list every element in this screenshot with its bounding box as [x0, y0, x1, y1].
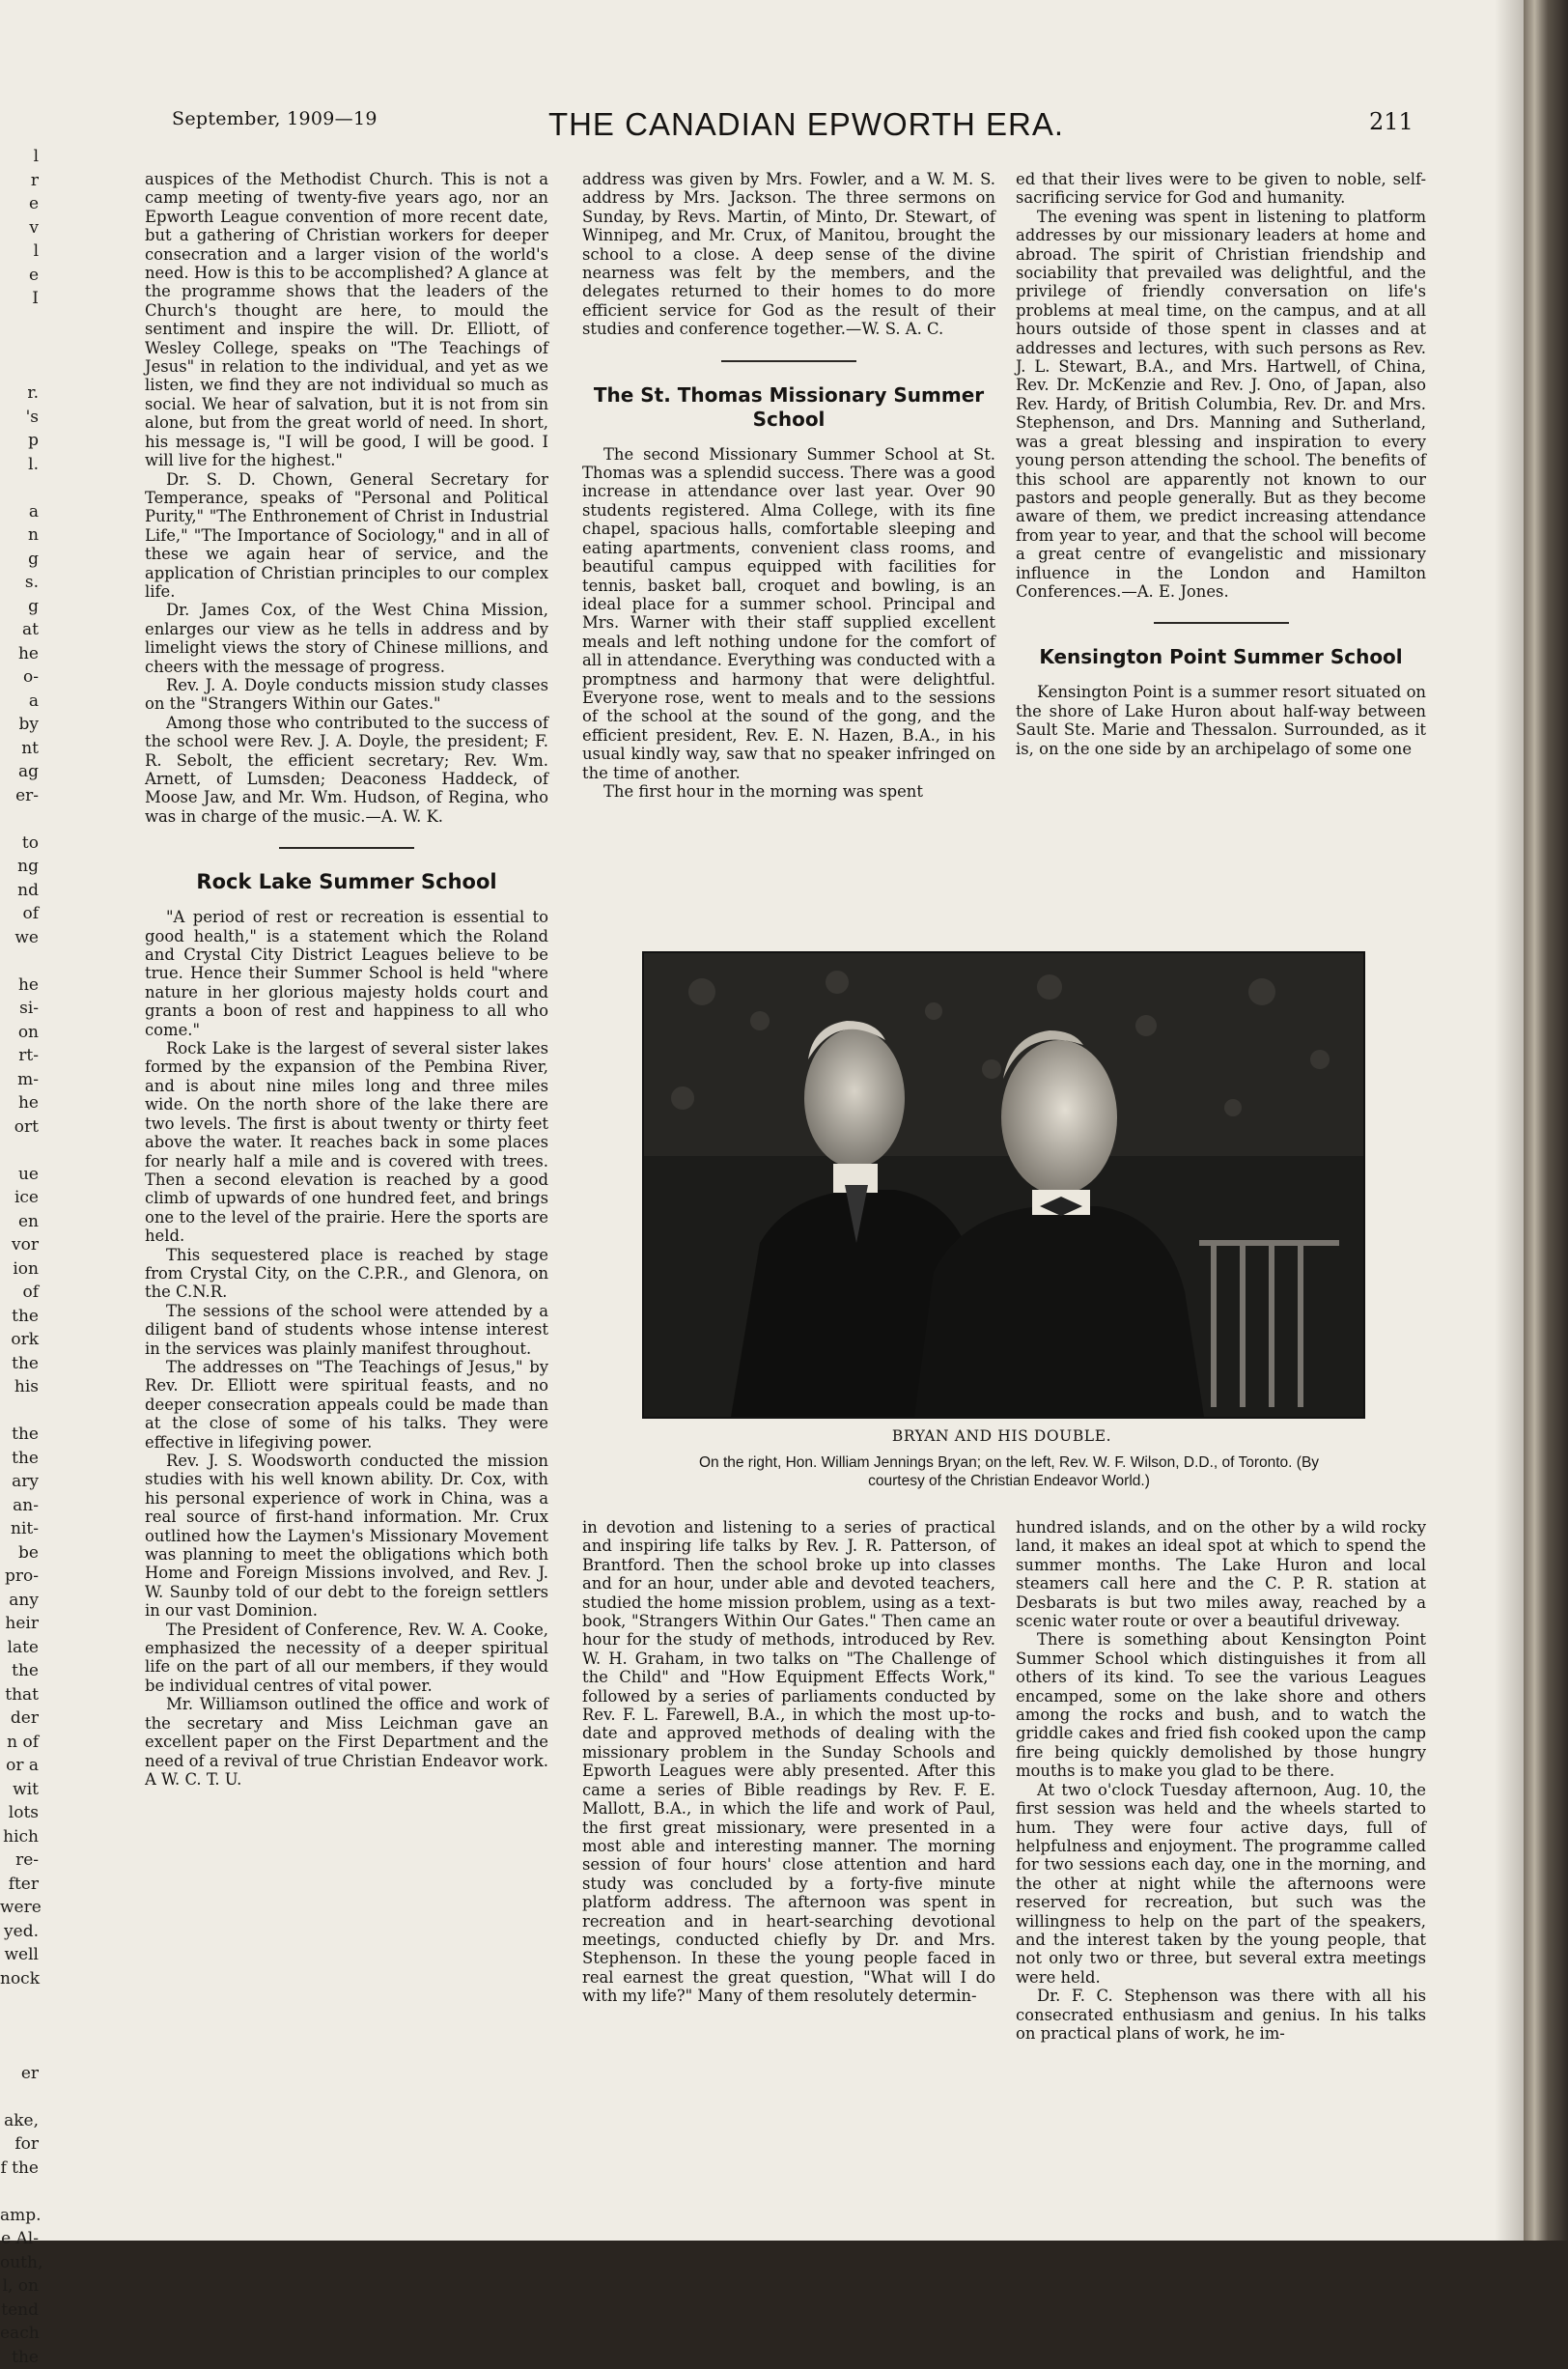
paragraph: hundred islands, and on the other by a wild rocky land, it makes an ideal spot at which to spend the summer months. The Lake Huron and local steamers call here and the C. P. R. station at Desbarats is but two miles away, reached by a scenic water route or over a beautiful driveway.: [1016, 1518, 1426, 1630]
margin-fragment: of: [0, 902, 39, 926]
margin-fragment: ort: [0, 1115, 39, 1140]
header-title: THE CANADIAN EPWORTH ERA.: [536, 106, 1077, 143]
margin-fragment: [0, 476, 39, 500]
margin-fragment: [0, 358, 39, 382]
margin-fragment: si-: [0, 997, 39, 1021]
margin-fragment: [0, 334, 39, 358]
margin-fragment: er-: [0, 784, 39, 808]
photo-caption: On the right, Hon. William Jennings Bryan; on the left, Rev. W. F. Wilson, D.D., of Toronto. (By courtesy of the Christian Endeavor World.): [676, 1453, 1342, 1490]
margin-fragment: vor: [0, 1233, 39, 1257]
margin-fragment: p: [0, 429, 39, 453]
left-margin-fragments: [0, 145, 39, 2369]
photo-illustration: [644, 953, 1363, 1417]
section-divider: [279, 847, 414, 849]
margin-fragment: s.: [0, 571, 39, 595]
photo-bryan-and-double: [642, 951, 1365, 1419]
margin-fragment: the: [0, 1659, 39, 1683]
column-3: [1016, 170, 1426, 758]
margin-fragment: ice: [0, 1186, 39, 1210]
margin-fragment: l, on: [0, 2274, 39, 2298]
margin-fragment: [0, 1139, 39, 1163]
paragraph: Among those who contributed to the success of the school were Rev. J. A. Doyle, the president; F. R. Sebolt, the efficient secretary; Rev. Wm. Arnett, of Lumsden; Deaconess Haddeck, of Moose Jaw, and Mr. Wm. Hudson, of Regina, who was in charge of the music.—A. W. K.: [145, 714, 548, 826]
margin-fragment: he: [0, 642, 39, 666]
margin-fragment: an-: [0, 1494, 39, 1518]
section-divider: [1154, 622, 1289, 624]
paragraph: Dr. S. D. Chown, General Secretary for Temperance, speaks of "Personal and Political Purity," "The Enthronement of Christ in Industrial Life," "The Importance of Sociology," and in all of these we again hear of service, and the application of Christian principles to our complex life.: [145, 470, 548, 602]
margin-fragment: lots: [0, 1801, 39, 1825]
margin-fragment: [0, 311, 39, 335]
margin-fragment: [0, 949, 39, 973]
margin-fragment: l.: [0, 453, 39, 477]
margin-fragment: by: [0, 713, 39, 737]
margin-fragment: amp.: [0, 2204, 39, 2228]
margin-fragment: v: [0, 216, 39, 240]
margin-fragment: I: [0, 287, 39, 311]
paragraph: Mr. Williamson outlined the office and work of the secretary and Miss Leichman gave an excellent paper on the First Department and the need of a revival of true Christian Endeavor work. A W. C. T. U.: [145, 1695, 548, 1789]
header-date: September, 1909—19: [172, 108, 378, 129]
paragraph: The President of Conference, Rev. W. A. Cooke, emphasized the necessity of a deeper spiritual life on the part of all our members, if they would be individual centres of vital power.: [145, 1621, 548, 1696]
section-heading-rock-lake: Rock Lake Summer School: [145, 870, 548, 894]
margin-fragment: on: [0, 1021, 39, 1045]
column-2: [582, 170, 995, 801]
margin-fragment: [0, 2180, 39, 2204]
margin-fragment: r: [0, 169, 39, 193]
paragraph: Rev. J. A. Doyle conducts mission study classes on the "Strangers Within our Gates.": [145, 676, 548, 714]
column-1: [145, 170, 548, 1789]
margin-fragment: his: [0, 1375, 39, 1399]
margin-fragment: g: [0, 595, 39, 619]
margin-fragment: at: [0, 618, 39, 642]
margin-fragment: any: [0, 1589, 39, 1613]
paragraph: auspices of the Methodist Church. This is not a camp meeting of twenty-five years ago, nor an Epworth League convention of more recent date, but a gathering of Christian workers for deeper consecration and a larger vision of the world's need. How is this to be accomplished? A glance at the programme shows that the leaders of the Church's thought are here, to mould the sentiment and inspire the will. Dr. Elliott, of Wesley College, speaks on "The Teachings of Jesus" in relation to the individual, and yet as we listen, we find they are not individual so much as social. We hear of salvation, but it is not from sin alone, but from the great world of need. In short, his message is, "I will be good, I will be good. I will live for the highest.": [145, 170, 548, 470]
margin-fragment: e: [0, 192, 39, 216]
book-spine: [1524, 0, 1568, 2241]
margin-fragment: late: [0, 1636, 39, 1660]
paragraph: The evening was spent in listening to platform addresses by our missionary leaders at home and abroad. The spirit of Christian friendship and sociability that prevailed was delightful, and the privilege of friendly conversation on life's problems at meal time, on the campus, and at all hours outside of those spent in classes and at addresses and lectures, with such persons as Rev. J. L. Stewart, B.A., and Mrs. Hartwell, of China, Rev. Dr. McKenzie and Rev. J. Ono, of Japan, also Rev. Hardy, of British Columbia, Rev. Dr. and Mrs. Stephenson, and Drs. Manning and Sutherland, was a great blessing and inspiration to every young person attending the school. The benefits of this school are apparently not known to our pastors and people generally. But as they become aware of them, we predict increasing attendance from year to year, and that the school will become a great centre of evangelistic and missionary influence in the London and Hamilton Conferences.—A. E. Jones.: [1016, 208, 1426, 602]
margin-fragment: fter: [0, 1873, 39, 1897]
margin-fragment: f the: [0, 2157, 39, 2181]
page-edge-shadow: [1495, 0, 1524, 2241]
section-heading-kensington: Kensington Point Summer School: [1016, 645, 1426, 669]
section-divider: [721, 360, 856, 362]
margin-fragment: that: [0, 1683, 39, 1707]
paragraph: The addresses on "The Teachings of Jesus," by Rev. Dr. Elliott were spiritual feasts, and no deeper consecration appeals could be made than at the close of some of his talks. They were effective in lifegiving power.: [145, 1358, 548, 1452]
paragraph: At two o'clock Tuesday afternoon, Aug. 10, the first session was held and the wheels started to hum. They were four active days, full of helpfulness and enjoyment. The programme called for two sessions each day, one in the morning, and the other at night while the afternoons were reserved for recreation, but such was the willingness to help on the part of the speakers, and the interest taken by the young people, that not only two or three, but several extra meetings were held.: [1016, 1781, 1426, 1987]
paragraph: The sessions of the school were attended by a diligent band of students whose intense interest in the services was plainly manifest throughout.: [145, 1302, 548, 1358]
margin-fragment: re-: [0, 1848, 39, 1873]
margin-fragment: [0, 2015, 39, 2039]
margin-fragment: to: [0, 832, 39, 856]
margin-fragment: e Al-: [0, 2227, 39, 2251]
margin-fragment: heir: [0, 1612, 39, 1636]
margin-fragment: g: [0, 548, 39, 572]
paragraph: address was given by Mrs. Fowler, and a W. M. S. address by Mrs. Jackson. The three sermons on Sunday, by Revs. Martin, of Minto, Dr. Stewart, of Winnipeg, and Mr. Crux, of Manitou, brought the school to a close. A deep sense of the divine nearness was felt by the members, and the delegates returned to their homes to do more efficient service for God as the result of their studies and conference together.—W. S. A. C.: [582, 170, 995, 339]
column-3-continued: [1016, 1518, 1426, 2043]
paragraph: Rev. J. S. Woodsworth conducted the mission studies with his well known ability. Dr. Cox, with his personal experience of work in China, was a real source of first-hand information. Mr. Crux outlined how the Laymen's Missionary Movement was planning to meet the obligations which both Home and Foreign Missions involved, and Rev. J. W. Saunby told of our debt to the foreign settlers in our vast Dominion.: [145, 1452, 548, 1621]
margin-fragment: the: [0, 1423, 39, 1447]
margin-fragment: n of: [0, 1731, 39, 1755]
margin-fragment: en: [0, 1210, 39, 1234]
margin-fragment: outh,: [0, 2251, 39, 2275]
margin-fragment: nd: [0, 879, 39, 903]
margin-fragment: a: [0, 690, 39, 714]
margin-fragment: or a: [0, 1754, 39, 1778]
section-heading-st-thomas: The St. Thomas Missionary Summer School: [582, 383, 995, 432]
margin-fragment: the: [0, 1352, 39, 1376]
margin-fragment: [0, 2038, 39, 2062]
paragraph: Dr. James Cox, of the West China Mission, enlarges our view as he tells in address and by limelight views the story of Chinese millions, and cheers with the message of progress.: [145, 601, 548, 676]
margin-fragment: n: [0, 523, 39, 548]
margin-fragment: the: [0, 2346, 39, 2369]
margin-fragment: 's: [0, 406, 39, 430]
margin-fragment: wit: [0, 1778, 39, 1802]
margin-fragment: l: [0, 145, 39, 169]
margin-fragment: we: [0, 926, 39, 950]
margin-fragment: [0, 1399, 39, 1424]
paragraph: There is something about Kensington Point Summer School which distinguishes it from all others of its kind. To see the various Leagues encamped, some on the lake shore and others among the rocks and bush, and to watch the griddle cakes and fried fish cooked upon the camp fire being quickly demolished by those hungry mouths is to make you glad to be there.: [1016, 1630, 1426, 1780]
margin-fragment: he: [0, 1091, 39, 1115]
paragraph: ed that their lives were to be given to noble, self-sacrificing service for God and humanity.: [1016, 170, 1426, 208]
paragraph: Rock Lake is the largest of several sister lakes formed by the expansion of the Pembina River, and is about nine miles long and three miles wide. On the north shore of the lake there are two levels. The first is about twenty or thirty feet above the water. It reaches back in some places for nearly half a mile and is covered with trees. Then a second elevation is reached by a good climb of upwards of one hundred feet, and brings one to the level of the prairie. Here the sports are held.: [145, 1039, 548, 1245]
margin-fragment: ake,: [0, 2109, 39, 2133]
margin-fragment: well: [0, 1943, 39, 1967]
paragraph: The first hour in the morning was spent: [582, 782, 995, 801]
paragraph: The second Missionary Summer School at St. Thomas was a splendid success. There was a good increase in attendance over last year. Over 90 students registered. Alma College, with its fine chapel, spacious halls, comfortable sleeping and eating apartments, convenient class rooms, and beautiful campus equipped with facilities for tennis, basket ball, croquet and bowling, is an ideal place for a summer school. Principal and Mrs. Warner with their staff supplied excellent meals and left nothing undone for the comfort of all in attendance. Everything was conducted with a promptness and harmony that were delightful. Everyone rose, went to meals and to the sessions of the school at the sound of the gong, and the efficient president, Rev. E. N. Hazen, B.A., in his usual kindly way, saw that no speaker infringed on the time of another.: [582, 445, 995, 782]
margin-fragment: der: [0, 1706, 39, 1731]
margin-fragment: ary: [0, 1470, 39, 1494]
margin-fragment: er: [0, 2062, 39, 2086]
paragraph: in devotion and listening to a series of practical and inspiring life talks by Rev. J. R. Patterson, of Brantford. Then the school broke up into classes and for an hour, under able and devoted teachers, studied the home mission problem, using as a text-book, "Strangers Within Our Gates." Then came an hour for the study of methods, introduced by Rev. W. H. Graham, in two talks on "The Challenge of the Child" and "How Equipment Effects Work," followed by a series of parliaments conducted by Rev. F. L. Farewell, B.A., in which the most up-to-date and approved methods of dealing with the missionary problem in the Sunday Schools and Epworth Leagues were ably presented. After this came a series of Bible readings by Rev. F. E. Mallott, B.A., in which the life and work of Paul, the first great missionary, were presented in a most able and interesting manner. The morning session of four hours' close attention and hard study was concluded by a forty-five minute platform address. The afternoon was spent in recreation and in heart-searching devotional meetings, conducted chiefly by Dr. and Mrs. Stephenson. In these the young people faced in real earnest the great question, "What will I do with my life?" Many of them resolutely determin-: [582, 1518, 995, 2006]
margin-fragment: ue: [0, 1163, 39, 1187]
margin-fragment: ork: [0, 1328, 39, 1352]
margin-fragment: yed.: [0, 1920, 39, 1944]
margin-fragment: ng: [0, 855, 39, 879]
margin-fragment: each: [0, 2322, 39, 2346]
margin-fragment: [0, 1990, 39, 2015]
margin-fragment: be: [0, 1541, 39, 1565]
margin-fragment: nit-: [0, 1517, 39, 1541]
page-number: 211: [1369, 108, 1414, 135]
margin-fragment: pro-: [0, 1565, 39, 1589]
margin-fragment: he: [0, 973, 39, 998]
margin-fragment: ag: [0, 760, 39, 784]
margin-fragment: o-: [0, 665, 39, 690]
margin-fragment: ion: [0, 1257, 39, 1282]
margin-fragment: nock: [0, 1967, 39, 1991]
paragraph: "A period of rest or recreation is essential to good health," is a statement which the Roland and Crystal City District Leagues believe to be true. Hence their Summer School is held "where nature in her glorious majesty holds court and grants a boon of rest and happiness to all who come.": [145, 908, 548, 1039]
margin-fragment: e: [0, 264, 39, 288]
margin-fragment: a: [0, 500, 39, 524]
margin-fragment: nt: [0, 737, 39, 761]
column-2-continued: [582, 1518, 995, 2006]
margin-fragment: r.: [0, 381, 39, 406]
margin-fragment: the: [0, 1305, 39, 1329]
paragraph: This sequestered place is reached by stage from Crystal City, on the C.P.R., and Glenora, on the C.N.R.: [145, 1246, 548, 1302]
margin-fragment: for: [0, 2132, 39, 2157]
margin-fragment: m-: [0, 1068, 39, 1092]
margin-fragment: tend: [0, 2298, 39, 2323]
margin-fragment: of: [0, 1281, 39, 1305]
margin-fragment: [0, 807, 39, 832]
margin-fragment: hich: [0, 1825, 39, 1849]
margin-fragment: l: [0, 240, 39, 264]
paragraph: Kensington Point is a summer resort situated on the shore of Lake Huron about half-way between Sault Ste. Marie and Thessalon. Surrounded, as it is, on the one side by an archipelago of some one: [1016, 683, 1426, 758]
margin-fragment: [0, 2085, 39, 2109]
margin-fragment: the: [0, 1447, 39, 1471]
photo-caption-title: BRYAN AND HIS DOUBLE.: [642, 1427, 1361, 1445]
margin-fragment: rt-: [0, 1044, 39, 1068]
margin-fragment: were: [0, 1896, 39, 1920]
paragraph: Dr. F. C. Stephenson was there with all his consecrated enthusiasm and genius. In his talks on practical plans of work, he im-: [1016, 1987, 1426, 2043]
